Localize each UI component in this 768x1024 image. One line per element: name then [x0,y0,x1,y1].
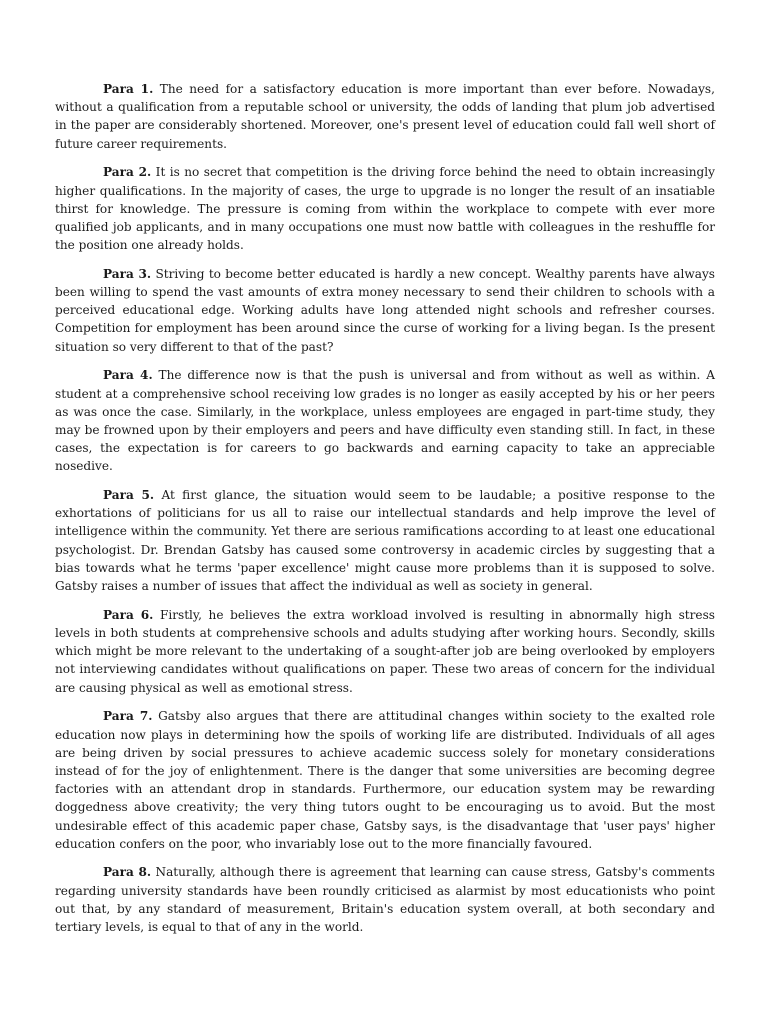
paragraph-label: Para 4. [103,368,153,383]
paragraph-1 [55,80,715,153]
document-page [55,80,715,947]
paragraph-label: Para 3. [103,266,152,281]
paragraph-text: The need for a satisfactory education is more important than ever before. Nowadays, without a qualification from a reputable school or university, the odds of landing that plum job advertised in the paper are considerably shortened. Moreover, one's present level of education could fall well short of future career requirements. [55,82,715,151]
paragraph-label: Para 5. [103,488,155,503]
paragraph-text: At first glance, the situation would seem to be laudable; a positive response to the exhortations of politicians for us all to raise our intellectual standards and help improve the level of intelligence within the community. Yet there are serious ramifications according to at least one educational psychologist. Dr. Brendan Gatsby has caused some controversy in academic circles by suggesting that a bias towards what he terms 'paper excellence' might cause more problems than it is supposed to solve. Gatsby raises a number of issues that affect the individual as well as society in general. [55,488,715,594]
paragraph-text: Naturally, although there is agreement that learning can cause stress, Gatsby's comments regarding university standards have been roundly criticised as alarmist by most educationists who point out that, by any standard of measurement, Britain's education system overall, at both secondary and tertiary levels, is equal to that of any in the world. [55,865,715,935]
paragraph-text: It is no secret that competition is the driving force behind the need to obtain increasingly higher qualifications. In the majority of cases, the urge to upgrade is no longer the result of an insatiable thirst for knowledge. The pressure is coming from within the workplace to compete with ever more qualified job applicants, and in many occupations one must now battle with colleagues in the reshuffle for the position one already holds. [55,165,715,253]
paragraph-label: Para 2. [103,165,152,180]
paragraph-label: Para 6. [103,607,154,622]
paragraph-2 [55,163,715,254]
paragraph-text: Gatsby also argues that there are attitudinal changes within society to the exalted role education now plays in determining how the spoils of working life are distributed. Individuals of all ages are being driven by social pressures to achieve academic success solely for monetary considerations instead of for the joy of enlightenment. There is the danger that some universities are becoming degree factories with an attendant drop in standards. Furthermore, our education system may be rewarding doggedness above creativity; the very thing tutors ought to be encouraging us to avoid. But the most undesirable effect of this academic paper chase, Gatsby says, is the disadvantage that 'user pays' higher education confers on the poor, who invariably lose out to the more financially favoured. [55,709,715,851]
paragraph-6 [55,606,715,697]
paragraph-text: The difference now is that the push is universal and from without as well as within. A student at a comprehensive school receiving low grades is no longer as easily accepted by his or her peers as was once the case. Similarly, in the workplace, unless employees are engaged in part-time study, they may be frowned upon by their employers and peers and have difficulty even standing still. In fact, in these cases, the expectation is for careers to go backwards and earning capacity to take an appreciable nosedive. [55,368,715,474]
paragraph-text: Striving to become better educated is hardly a new concept. Wealthy parents have always been willing to spend the vast amounts of extra money necessary to send their children to schools with a perceived educational edge. Working adults have long attended night schools and refresher courses. Competition for employment has been around since the curse of working for a living began. Is the present situation so very different to that of the past? [55,266,715,354]
paragraph-4 [55,366,715,475]
paragraph-label: Para 7. [103,709,153,724]
paragraph-label: Para 1. [103,82,154,96]
paragraph-label: Para 8. [103,865,152,880]
paragraph-text: Firstly, he believes the extra workload involved is resulting in abnormally high stress levels in both students at comprehensive schools and adults studying after working hours. Secondly, skills which might be more relevant to the undertaking of a sought-after job are being overlooked by employers not interviewing candidates without qualifications on paper. These two areas of concern for the individual are causing physical as well as emotional stress. [55,607,715,695]
paragraph-7 [55,707,715,853]
paragraph-5 [55,486,715,595]
paragraph-8 [55,863,715,936]
paragraph-3 [55,265,715,356]
